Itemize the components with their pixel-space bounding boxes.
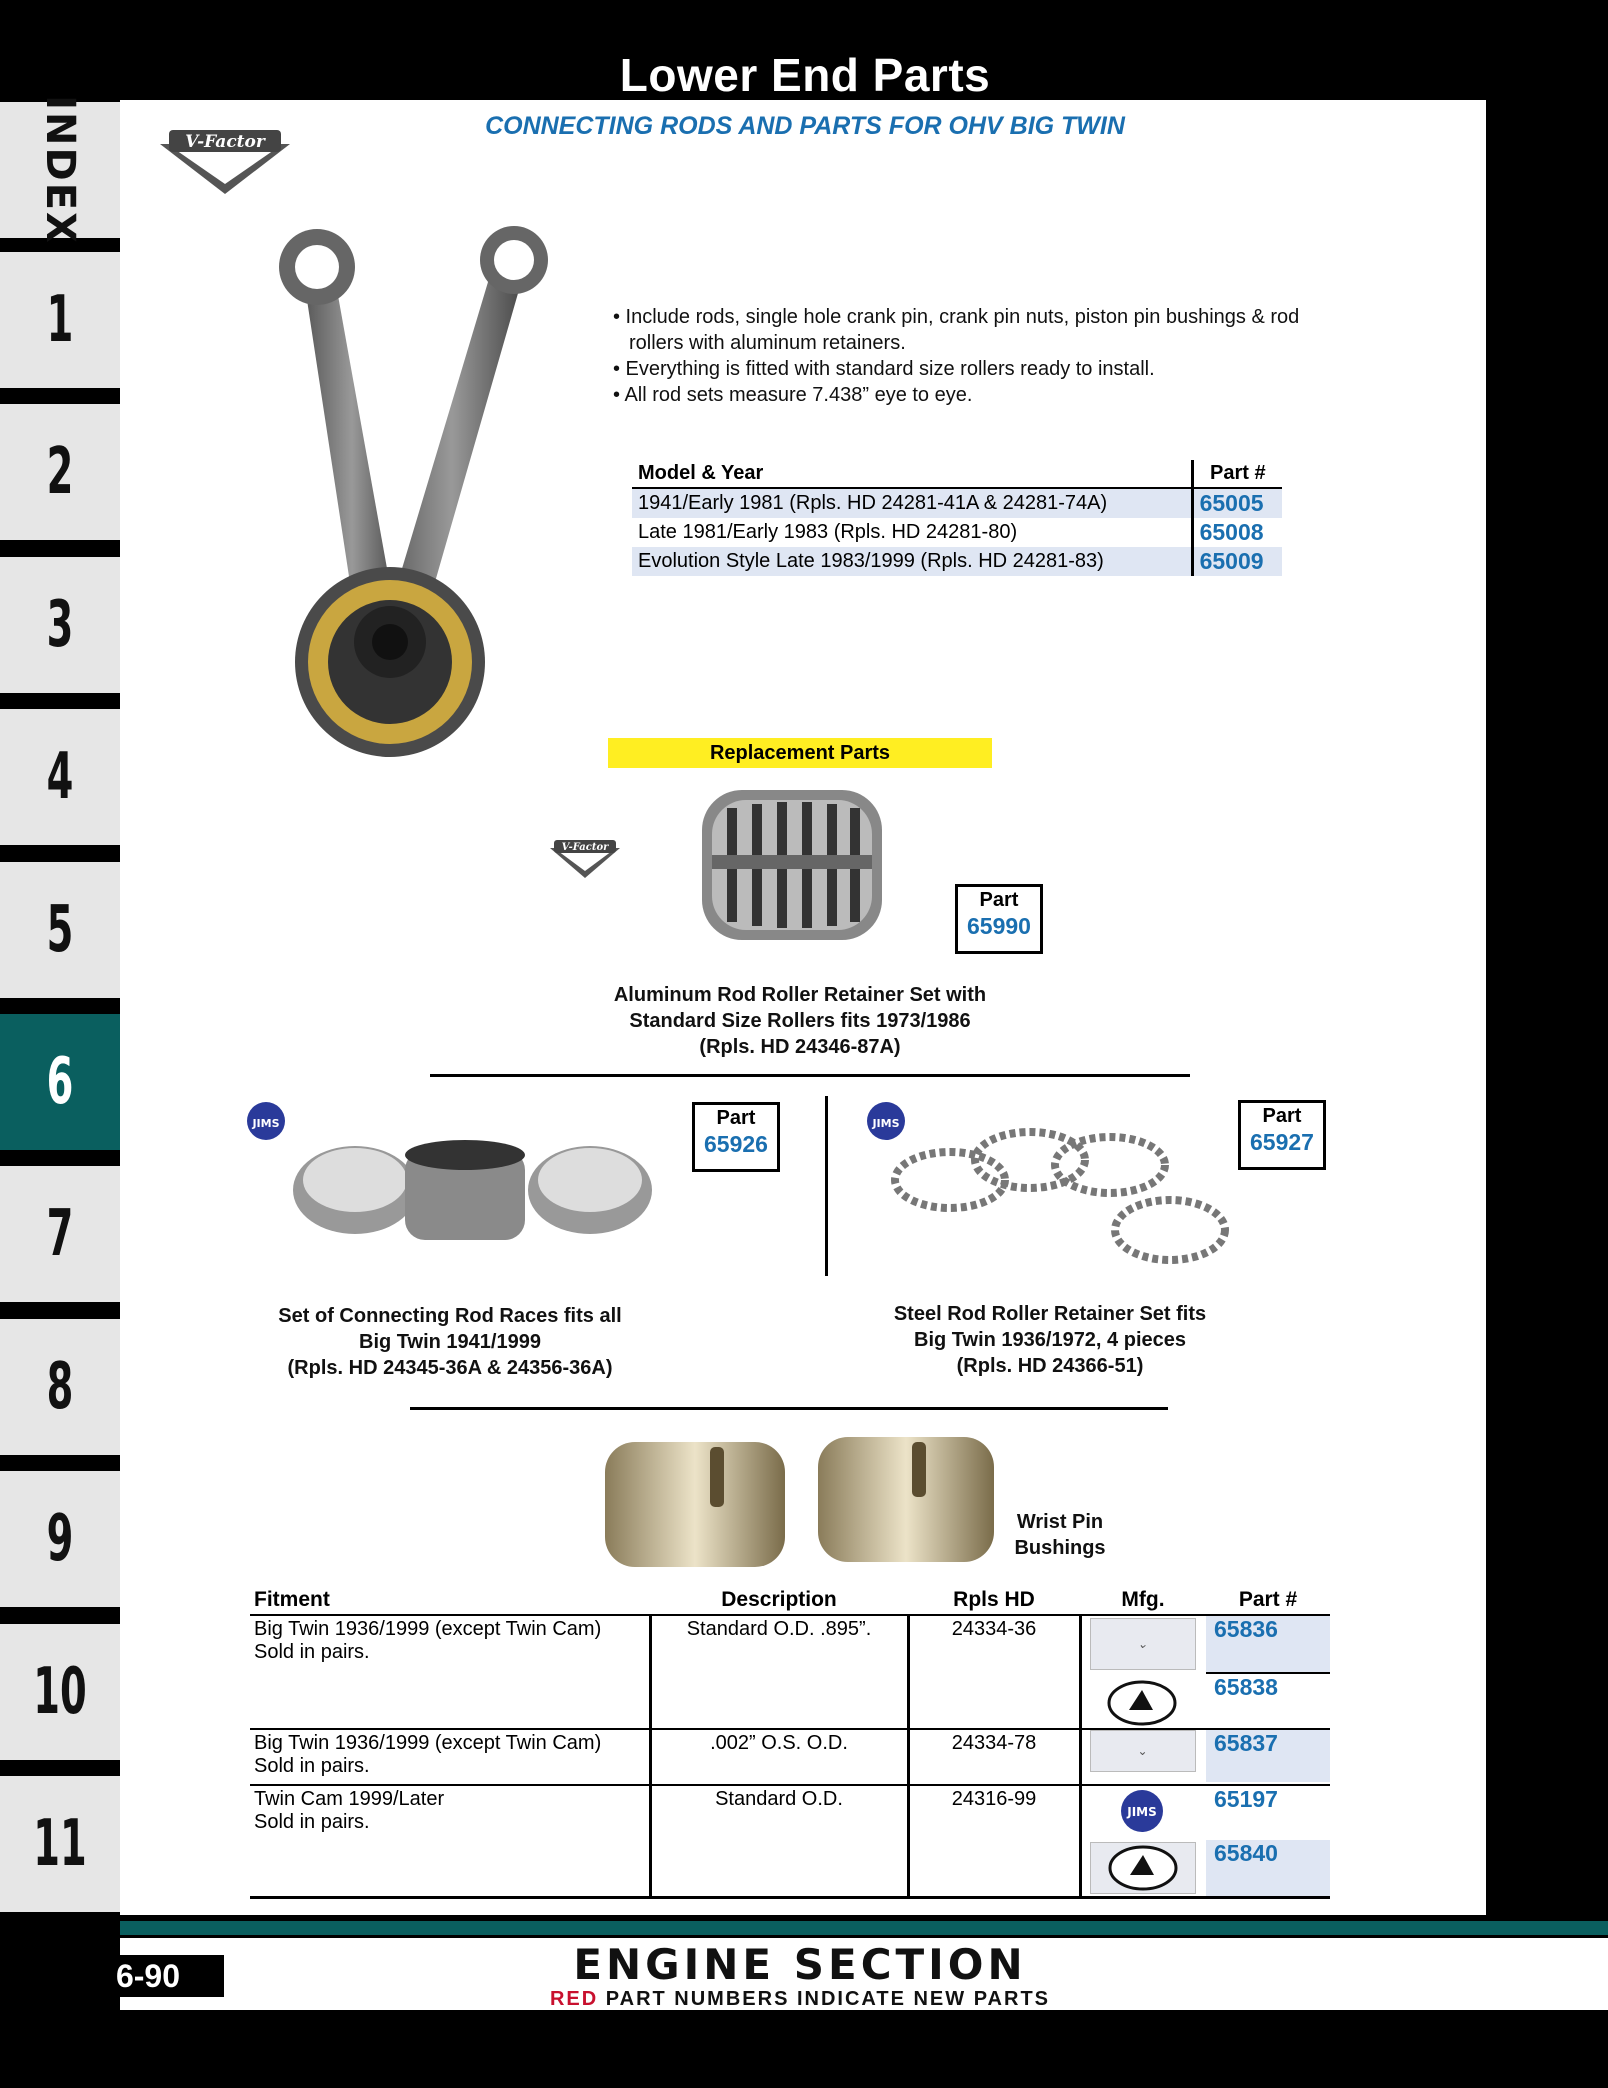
tab-label: 1 (46, 283, 74, 357)
svg-text:V-Factor: V-Factor (185, 132, 265, 152)
vfactor-logo (155, 126, 295, 196)
divider (410, 1407, 1168, 1410)
part-number[interactable]: 65926 (704, 1131, 768, 1157)
part-number[interactable]: 65927 (1250, 1129, 1314, 1155)
table-row (250, 1785, 1330, 1898)
tab-8[interactable] (0, 1319, 120, 1455)
caption-line: Wrist Pin (1016, 1511, 1104, 1533)
col-header-fitment: Fitment (250, 1586, 650, 1615)
fitment-line: Sold in pairs. (254, 1755, 370, 1777)
tab-7[interactable] (0, 1166, 120, 1302)
hardware-logo (1090, 1730, 1196, 1772)
description-cell: Standard O.D. .895”. (650, 1615, 908, 1729)
page-subtitle: CONNECTING RODS AND PARTS FOR OHV BIG TWIN (485, 112, 1125, 140)
page-number: 6-90 (72, 1955, 224, 1997)
svg-text:JIMS: JIMS (1126, 1805, 1157, 1819)
rod-set-table (632, 460, 1282, 576)
part-label: Part (979, 889, 1019, 911)
col-header-part: Part # (1206, 1586, 1330, 1615)
fitment-line: Sold in pairs. (254, 1641, 370, 1663)
note-red-word: RED (549, 1988, 599, 2010)
part-box-65990 (955, 884, 1043, 954)
tab-label: 6 (46, 1045, 74, 1119)
description-cell: Standard O.D. (650, 1785, 908, 1898)
steel-retainer-image (880, 1120, 1240, 1280)
col-header-part: Part # (1192, 460, 1282, 488)
caption-line: (Rpls. HD 24346-87A) (699, 1036, 901, 1058)
svg-text:JIMS: JIMS (252, 1117, 280, 1130)
bullet-item: • Include rods, single hole crank pin, crank pin nuts, piston pin bushings & rod rollers with aluminum retainers. (613, 306, 1300, 354)
model-cell: Evolution Style Late 1983/1999 (Rpls. HD 24281-83) (632, 547, 1192, 576)
tab-index[interactable] (0, 95, 120, 245)
tab-1[interactable] (0, 252, 120, 388)
wrist-pin-label (1000, 1509, 1120, 1561)
tab-6[interactable] (0, 1014, 120, 1150)
jims-logo (242, 1100, 290, 1142)
part-number[interactable]: 65840 (1206, 1840, 1330, 1896)
part-number[interactable]: 65005 (1192, 488, 1282, 518)
part-label: Part (1262, 1105, 1302, 1127)
roller-retainer-image (682, 780, 902, 950)
hardware-logo-glyph: ⌄ (1137, 1637, 1148, 1651)
tab-2[interactable] (0, 404, 120, 540)
description-cell: .002” O.S. O.D. (650, 1729, 908, 1785)
table-row (632, 547, 1282, 576)
hawk-logo (1090, 1842, 1196, 1894)
bullet-item: • All rod sets measure 7.438” eye to eye. (613, 384, 973, 406)
caption-line: Big Twin 1941/1999 (359, 1331, 541, 1353)
jims-logo-icon (1116, 1788, 1168, 1834)
fitment-line: Big Twin 1936/1999 (except Twin Cam) (254, 1618, 602, 1640)
rpls-cell: 24334-36 (908, 1615, 1080, 1729)
part-number[interactable]: 65990 (967, 913, 1031, 939)
caption-line: (Rpls. HD 24345-36A & 24356-36A) (287, 1357, 613, 1379)
col-header-mfg: Mfg. (1080, 1586, 1206, 1615)
tab-label: 5 (46, 893, 74, 967)
table-row (632, 518, 1282, 547)
fitment-line: Big Twin 1936/1999 (except Twin Cam) (254, 1732, 602, 1754)
divider (430, 1074, 1190, 1077)
tab-label: 2 (46, 435, 74, 509)
table-row (250, 1615, 1330, 1729)
model-cell: Late 1981/Early 1983 (Rpls. HD 24281-80) (638, 521, 1018, 543)
fitment-line: Twin Cam 1999/Later (254, 1788, 445, 1810)
footer-teal-strip (120, 1921, 1608, 1935)
bullet-item: • Everything is fitted with standard size rollers ready to install. (613, 358, 1155, 380)
wrist-pin-table (250, 1586, 1330, 1899)
caption-line: (Rpls. HD 24366-51) (956, 1355, 1144, 1377)
replacement-parts-label: Replacement Parts (608, 738, 992, 768)
hawk-logo-icon (1107, 1680, 1177, 1726)
caption-line: Big Twin 1936/1972, 4 pieces (914, 1329, 1186, 1351)
tab-5[interactable] (0, 862, 120, 998)
part-number[interactable]: 65009 (1192, 547, 1282, 576)
jims-logo (1090, 1786, 1194, 1836)
fitment-line: Sold in pairs. (254, 1811, 370, 1833)
caption-line: Standard Size Rollers fits 1973/1986 (629, 1010, 971, 1032)
steel-retainer-caption (850, 1301, 1250, 1379)
part-number[interactable]: 65836 (1206, 1616, 1330, 1672)
page-title: Lower End Parts (619, 49, 991, 101)
hawk-logo (1090, 1678, 1194, 1728)
tab-label: 7 (46, 1197, 74, 1271)
part-number[interactable]: 65838 (1206, 1672, 1330, 1728)
col-header-model: Model & Year (632, 460, 1192, 488)
col-header-rpls: Rpls HD (908, 1586, 1080, 1615)
svg-text:V-Factor: V-Factor (561, 842, 609, 853)
hardware-logo-glyph: ⌄ (1137, 1744, 1148, 1758)
tab-label: 4 (46, 740, 74, 814)
hardware-logo (1090, 1618, 1196, 1670)
tab-label: 8 (46, 1350, 74, 1424)
rpls-cell: 24334-78 (908, 1729, 1080, 1785)
tab-10[interactable] (0, 1624, 120, 1760)
caption-line: Steel Rod Roller Retainer Set fits (893, 1303, 1207, 1325)
rod-set-bullets (613, 304, 1313, 408)
tab-label: INDEX (37, 95, 83, 245)
races-caption (240, 1303, 660, 1381)
caption-line: Set of Connecting Rod Races fits all (278, 1305, 622, 1327)
tab-4[interactable] (0, 709, 120, 845)
tab-11[interactable] (0, 1776, 120, 1912)
new-parts-note (300, 1988, 1300, 2011)
part-label: Part (716, 1107, 756, 1129)
tab-label: 10 (33, 1655, 87, 1729)
tab-label: 11 (33, 1807, 87, 1881)
col-header-description: Description (650, 1586, 908, 1615)
section-title: ENGINE SECTION (573, 1940, 1027, 1989)
rod-races-image (285, 1130, 665, 1260)
tab-label: 3 (46, 588, 74, 662)
part-number[interactable]: 65837 (1206, 1730, 1330, 1782)
table-row (250, 1729, 1330, 1785)
model-cell: 1941/Early 1981 (Rpls. HD 24281-41A & 24281-74A) (632, 488, 1192, 518)
note-text: PART NUMBERS INDICATE NEW PARTS (605, 1988, 1050, 2010)
vfactor-logo-small (548, 838, 622, 880)
hawk-logo-icon (1108, 1845, 1178, 1891)
tab-3[interactable] (0, 557, 120, 693)
caption-line: Bushings (1014, 1537, 1106, 1559)
part-box-65926 (692, 1102, 780, 1172)
part-box-65927 (1238, 1100, 1326, 1170)
part-number[interactable]: 65008 (1192, 518, 1282, 547)
part-number[interactable]: 65197 (1214, 1786, 1278, 1812)
wrist-pin-bushings-image (600, 1432, 1000, 1572)
connecting-rod-image (262, 222, 592, 782)
svg-text:JIMS: JIMS (872, 1117, 900, 1130)
replacement-caption (520, 982, 1080, 1060)
rpls-cell: 24316-99 (908, 1785, 1080, 1898)
vertical-divider (825, 1096, 828, 1276)
tab-label: 9 (46, 1502, 74, 1576)
caption-line: Aluminum Rod Roller Retainer Set with (613, 984, 987, 1006)
table-row (632, 488, 1282, 518)
tab-9[interactable] (0, 1471, 120, 1607)
